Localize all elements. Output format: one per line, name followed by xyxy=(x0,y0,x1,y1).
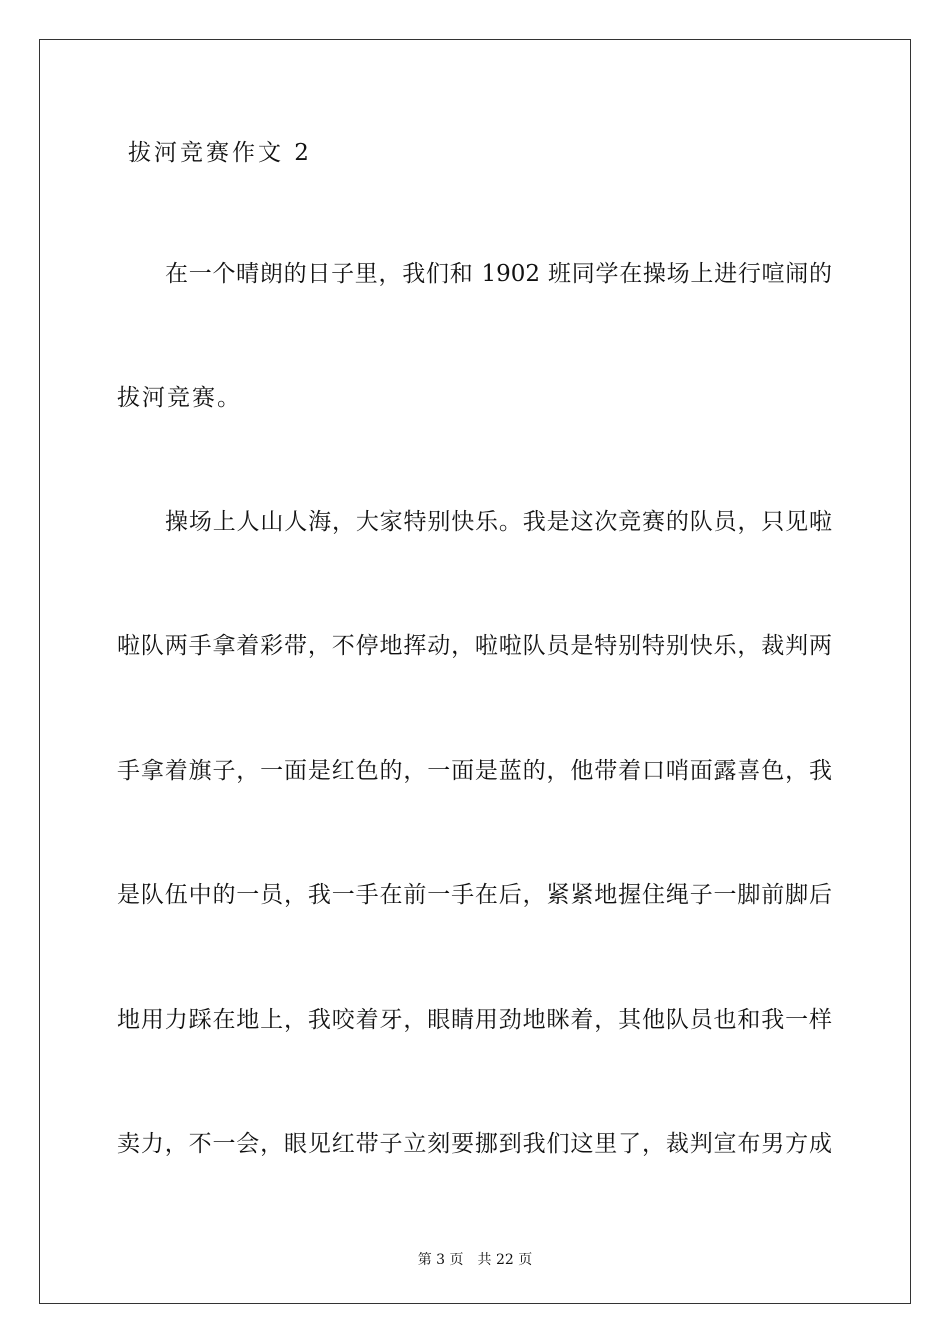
paragraph-2-line-5: 地用力踩在地上，我咬着牙，眼睛用劲地眯着，其他队员也和我一样 xyxy=(117,1007,832,1033)
paragraph-1-line-1: 在一个晴朗的日子里，我们和 1902 班同学在操场上进行喧闹的 xyxy=(165,261,832,287)
paragraph-2-line-4: 是队伍中的一员，我一手在前一手在后，紧紧地握住绳子一脚前脚后 xyxy=(117,882,832,908)
paragraph-2-line-6: 卖力，不一会，眼见红带子立刻要挪到我们这里了，裁判宣布男方成 xyxy=(117,1131,832,1157)
page-border xyxy=(39,39,911,1304)
page-number: 第 3 页 xyxy=(417,1252,464,1268)
document-title: 拔河竞赛作文 2 xyxy=(128,140,312,166)
paragraph-2-line-1: 操场上人山人海，大家特别快乐。我是这次竞赛的队员，只见啦 xyxy=(165,509,832,535)
paragraph-2-line-2: 啦队两手拿着彩带，不停地挥动，啦啦队员是特别特别快乐，裁判两 xyxy=(117,633,832,659)
paragraph-2-line-3: 手拿着旗子，一面是红色的，一面是蓝的，他带着口哨面露喜色，我 xyxy=(117,758,832,784)
paragraph-1-line-2: 拔河竞赛。 xyxy=(117,385,242,411)
total-pages: 共 22 页 xyxy=(477,1252,533,1268)
page-footer xyxy=(0,1249,950,1269)
